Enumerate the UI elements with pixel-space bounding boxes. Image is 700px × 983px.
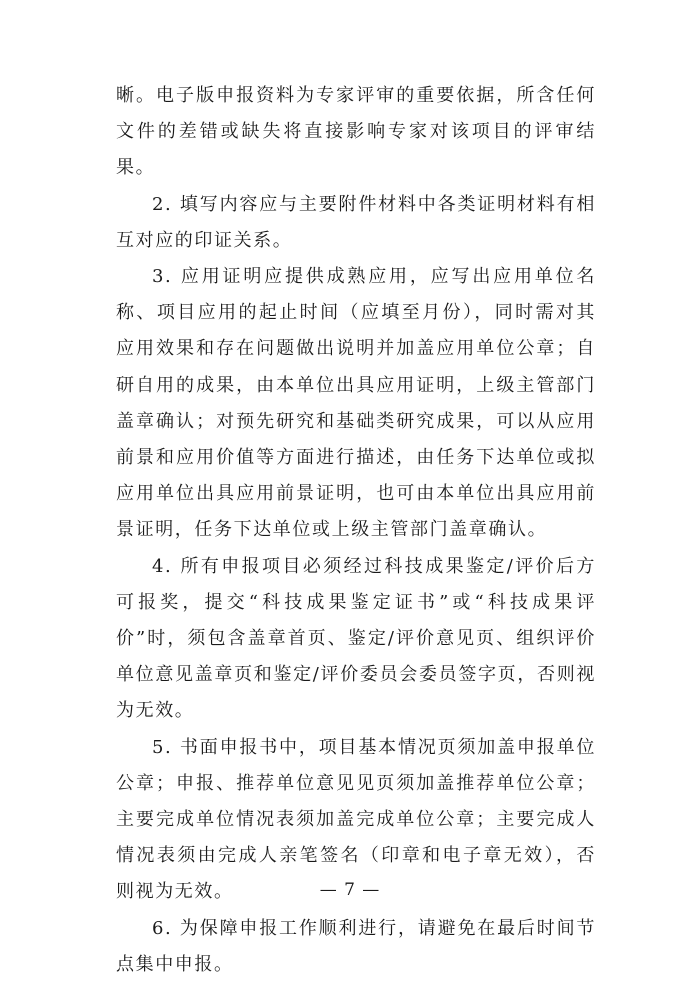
paragraph-item-5: 5. 书面申报书中，项目基本情况页须加盖申报单位公章；申报、推荐单位意见见页须加盖推荐单位公章；主要完成单位情况表须加盖完成单位公章；主要完成人情况表须由完成人亲笔签名（印章和电子章无效），否则视为无效。 (116, 736, 596, 903)
page-number: — 7 — (319, 880, 381, 900)
document-body (116, 78, 596, 983)
paragraph-item-4: 4. 所有申报项目必须经过科技成果鉴定/评价后方可报奖，提交“科技成果鉴定证书”或“科技成果评价”时，须包含盖章首页、鉴定/评价意见页、组织评价单位意见盖章页和鉴定/评价委员会委员签字页，否则视为无效。 (116, 555, 596, 722)
paragraph-continuation: 晰。电子版申报资料为专家评审的重要依据，所含任何文件的差错或缺失将直接影响专家对该项目的评审结果。 (116, 85, 596, 179)
paragraph-item-6: 6. 为保障申报工作顺利进行，请避免在最后时间节点集中申报。 (116, 917, 596, 975)
paragraph-item-3: 3. 应用证明应提供成熟应用，应写出应用单位名称、项目应用的起止时间（应填至月份），同时需对其应用效果和存在问题做出说明并加盖应用单位公章；自研自用的成果，由本单位出具应用证明，上级主管部门盖章确认；对预先研究和基础类研究成果，可以从应用前景和应用价值等方面进行描述，由任务下达单位或拟应用单位出具应用前景证明，也可由本单位出具应用前景证明，任务下达单位或上级主管部门盖章确认。 (116, 266, 596, 541)
paragraph-item-2: 2. 填写内容应与主要附件材料中各类证明材料有相互对应的印证关系。 (116, 193, 596, 251)
